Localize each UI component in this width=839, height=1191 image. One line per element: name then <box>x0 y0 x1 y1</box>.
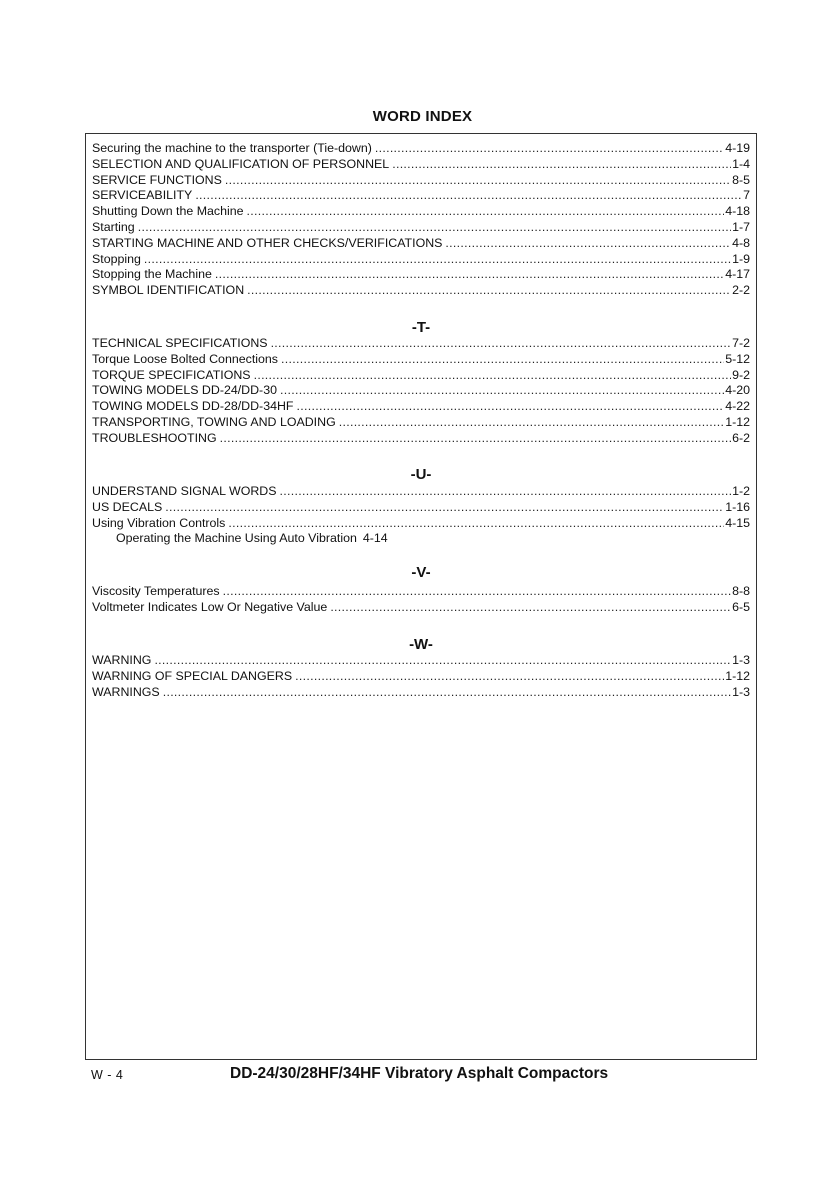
index-entry: TOWING MODELS DD-24/DD-30 ..... 4-20 <box>92 383 750 399</box>
section-heading-v: -V- <box>411 564 431 581</box>
document-title: DD-24/30/28HF/34HF Vibratory Asphalt Compactors <box>230 1065 609 1082</box>
section-s-entries <box>92 141 750 299</box>
index-entry: TECHNICAL SPECIFICATIONS ..... 7-2 <box>92 336 750 352</box>
index-entry: SERVICE FUNCTIONS ..... 8-5 <box>92 173 750 189</box>
index-entry: Voltmeter Indicates Low Or Negative Value ..... 6-5 <box>92 600 750 616</box>
index-entry: Viscosity Temperatures ..... 8-8 <box>92 584 750 600</box>
section-u-entries <box>92 484 750 547</box>
section-w-entries <box>92 653 750 700</box>
index-entry: WARNINGS ..... 1-3 <box>92 685 750 701</box>
index-entry: STARTING MACHINE AND OTHER CHECKS/VERIFICATIONS ..... 4-8 <box>92 236 750 252</box>
index-entry: Stopping ..... 1-9 <box>92 252 750 268</box>
index-entry: Shutting Down the Machine ..... 4-18 <box>92 204 750 220</box>
section-heading-w: -W- <box>409 636 433 653</box>
index-subentry: Operating the Machine Using Auto Vibration 4-14 <box>116 531 388 546</box>
index-entry: WARNING OF SPECIAL DANGERS ..... 1-12 <box>92 669 750 685</box>
index-entry: UNDERSTAND SIGNAL WORDS ..... 1-2 <box>92 484 750 500</box>
index-entry: Starting ..... 1-7 <box>92 220 750 236</box>
section-v-entries <box>92 584 750 616</box>
index-entry: TOWING MODELS DD-28/DD-34HF ..... 4-22 <box>92 399 750 415</box>
index-entry: Using Vibration Controls ..... 4-15 <box>92 516 750 532</box>
section-t-entries <box>92 336 750 447</box>
index-entry: SYMBOL IDENTIFICATION ..... 2-2 <box>92 283 750 299</box>
index-entry: TRANSPORTING, TOWING AND LOADING ..... 1-12 <box>92 415 750 431</box>
index-entry: US DECALS ..... 1-16 <box>92 500 750 516</box>
page-title: WORD INDEX <box>372 108 473 125</box>
index-entry: Torque Loose Bolted Connections ..... 5-12 <box>92 352 750 368</box>
index-entry: WARNING ..... 1-3 <box>92 653 750 669</box>
section-heading-u: -U- <box>410 466 432 483</box>
index-frame <box>85 133 757 1060</box>
index-entry: TROUBLESHOOTING ..... 6-2 <box>92 431 750 447</box>
section-heading-t: -T- <box>411 319 431 336</box>
index-entry: SELECTION AND QUALIFICATION OF PERSONNEL ..... 1-4 <box>92 157 750 173</box>
index-entry: TORQUE SPECIFICATIONS ..... 9-2 <box>92 368 750 384</box>
index-entry: SERVICEABILITY ..... 7 <box>92 188 750 204</box>
index-entry: Securing the machine to the transporter (Tie-down) ..... 4-19 <box>92 141 750 157</box>
index-entry: Stopping the Machine ..... 4-17 <box>92 267 750 283</box>
page-number: W - 4 <box>91 1068 124 1082</box>
